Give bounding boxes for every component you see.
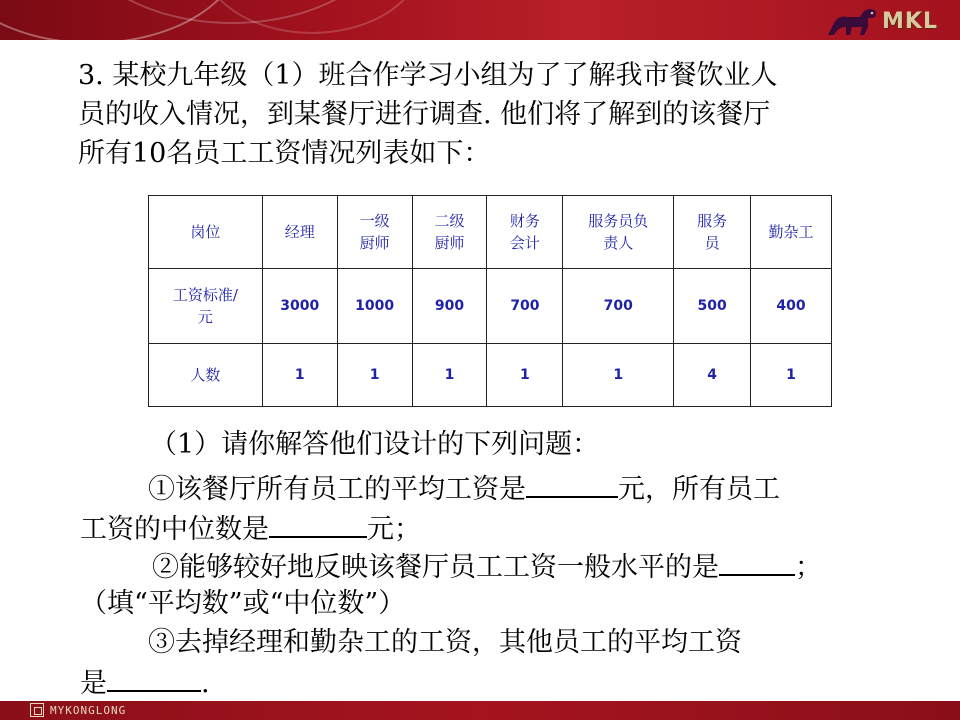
dinosaur-icon [824,5,880,37]
answer-blank[interactable] [269,510,367,538]
table-header-cell: 服务 员 [674,196,751,269]
q3-text-c: . [201,668,210,699]
table-row-label: 工资标准/ 元 [149,269,263,344]
table-header-cell: 一级 厨师 [337,196,412,269]
answer-blank[interactable] [526,470,618,498]
q1-text-b: 元，所有员工 [618,474,780,505]
table-row [149,344,832,407]
answer-blank[interactable] [107,664,201,692]
question-1-line-1 [148,470,780,506]
table-header-row [149,196,832,269]
table-header-cell: 二级 厨师 [412,196,487,269]
table-cell: 1 [751,344,832,407]
table-cell: 4 [674,344,751,407]
table-row [149,269,832,344]
q2-text-b: ； [795,552,822,583]
question-3-line-1: ③去掉经理和勤杂工的工资，其他员工的平均工资 [148,627,742,658]
table-cell: 900 [412,269,487,344]
table-header-cell: 经理 [262,196,337,269]
question-line-2: 员的收入情况，到某餐厅进行调查. 他们将了解到的该餐厅 [78,99,771,130]
question-line-3: 所有10名员工工资情况列表如下： [78,138,491,169]
question-1-line-2 [80,510,421,546]
salary-table [148,195,832,407]
table-cell: 1 [412,344,487,407]
table-header-cell: 财务 会计 [487,196,563,269]
footer-logo-text: MYKONGLONG [50,703,127,717]
table-header-cell: 岗位 [149,196,263,269]
table-cell: 400 [751,269,832,344]
table-cell: 700 [487,269,563,344]
brand-logo [824,4,938,38]
q1-text-c: 工资的中位数是 [80,514,269,545]
table-cell: 500 [674,269,751,344]
question-line-1: 3. 某校九年级（1）班合作学习小组为了了解我市餐饮业人 [78,60,778,91]
table-row-label: 人数 [149,344,263,407]
q3-text-b: 是 [80,668,107,699]
question-2-line-1 [152,548,822,584]
table-cell: 1 [337,344,412,407]
bottom-banner [0,701,960,720]
question-3-line-2 [80,664,210,700]
table-cell: 1 [563,344,674,407]
part-1-intro: （1）请你解答他们设计的下列问题： [150,429,600,460]
table-cell: 1 [262,344,337,407]
table-header-cell: 服务员负 责人 [563,196,674,269]
q2-text-a: ②能够较好地反映该餐厅员工工资一般水平的是 [152,552,719,583]
table-cell: 1 [487,344,563,407]
q1-text-a: ①该餐厅所有员工的平均工资是 [148,474,526,505]
logo-text: MKL [882,8,938,34]
table-cell: 3000 [262,269,337,344]
top-banner [0,0,960,40]
q1-text-d: 元； [367,514,421,545]
question-2-line-2: （填“平均数”或“中位数”） [80,588,406,619]
table-cell: 1000 [337,269,412,344]
table-cell: 700 [563,269,674,344]
square-logo-icon [30,703,44,717]
answer-blank[interactable] [719,548,795,576]
table-header-cell: 勤杂工 [751,196,832,269]
footer-logo [30,703,126,717]
